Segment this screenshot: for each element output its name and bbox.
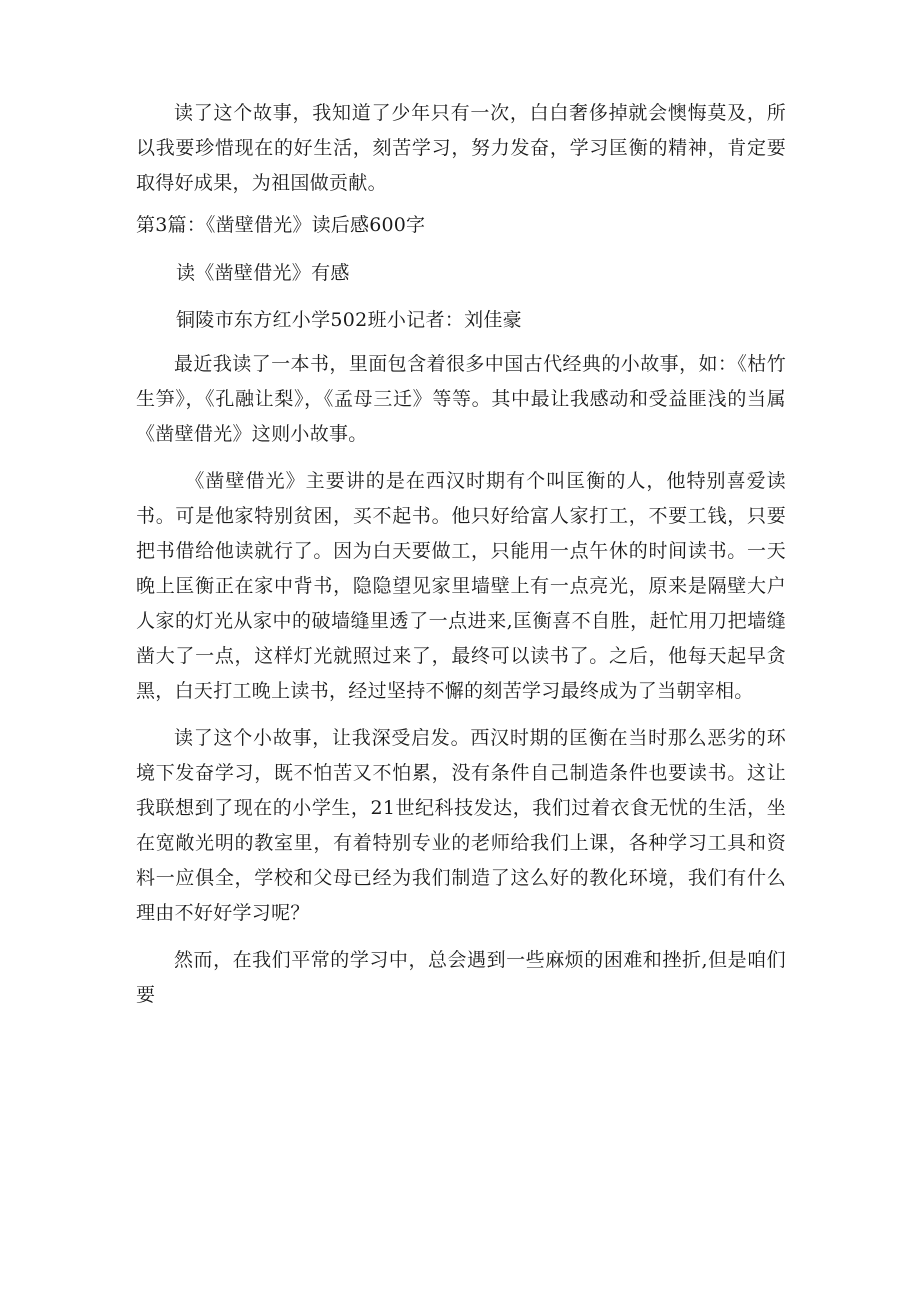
article-subtitle: 读《凿壁借光》有感 [176, 262, 350, 284]
article-heading: 第3篇：《凿壁借光》读后感600字 [136, 214, 426, 236]
paragraph-intro: 最近我读了一本书，里面包含着很多中国古代经典的小故事，如：《枯竹生笋》，《孔融让梨》，《孟母三迁》等等。其中最让我感动和受益匪浅的当属《凿壁借光》这则小故事。 [136, 353, 786, 445]
paragraph-story: 《凿壁借光》主要讲的是在西汉时期有个叫匡衡的人，他特别喜爱读书。可是他家特别贫困，买不起书。他只好给富人家打工，不要工钱，只要把书借给他读就行了。因为白天要做工，只能用一点午休的时间读书。一天晚上匡衡正在家中背书，隐隐望见家里墙壁上有一点亮光，原来是隔壁大户人家的灯光从家中的破墙缝里透了一点进来,匡衡喜不自胜，赶忙用刀把墙缝凿大了一点，这样灯光就照过来了，最终可以读书了。之后，他每天起早贪黑，白天打工晚上读书，经过坚持不懈的刻苦学习最终成为了当朝宰相。 [136, 470, 786, 702]
paragraph-continuation: 然而，在我们平常的学习中，总会遇到一些麻烦的困难和挫折,但是咱们要 [136, 949, 786, 1006]
paragraph-reflection: 读了这个小故事，让我深受启发。西汉时期的匡衡在当时那么恶劣的环境下发奋学习，既不怕苦又不怕累，没有条件自己制造条件也要读书。这让我联想到了现在的小学生，21世纪科技发达，我们过着衣食无忧的生活，坐在宽敞光明的教室里，有着特别专业的老师给我们上课，各种学习工具和资料一应俱全，学校和父母已经为我们制造了这么好的教化环境，我们有什么理由不好好学习呢？ [136, 727, 786, 924]
document-body [136, 96, 786, 1025]
paragraph-conclusion-previous: 读了这个故事，我知道了少年只有一次，白白奢侈掉就会懊悔莫及，所以我要珍惜现在的好生活，刻苦学习，努力发奋，学习匡衡的精神，肯定要取得好成果，为祖国做贡献。 [136, 102, 786, 194]
article-byline: 铜陵市东方红小学502班小记者：刘佳豪 [176, 309, 522, 331]
